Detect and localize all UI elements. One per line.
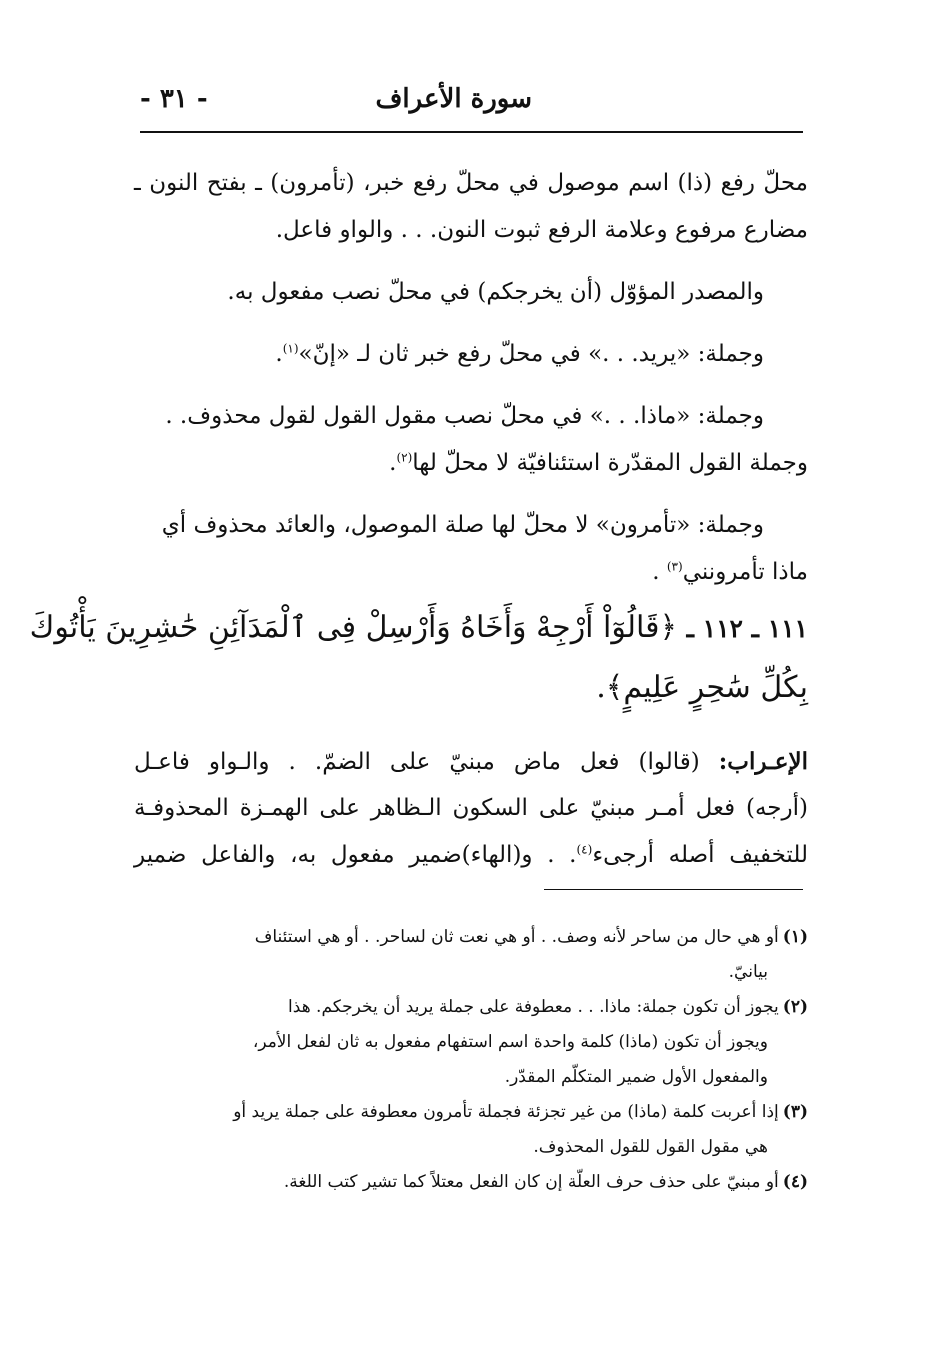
- header-divider: [140, 131, 803, 133]
- footnote-number: (١): [782, 927, 808, 947]
- text-line: للتخفيف أصله أرجىء$^{(٤)}$. . و(الهاء)ضمير مفعول به، والفاعل ضمير: [134, 842, 808, 868]
- footnote-ref[interactable]: (٣): [666, 559, 683, 574]
- footnote: (٢)يجوز أن تكون جملة: ماذا. . . معطوفة على جملة يريد أن يخرجكم. هذا: [288, 997, 808, 1017]
- footnote-continuation: والمفعول الأول ضمير المتكلّم المقدّر.: [504, 1067, 768, 1087]
- footnote: (١)أو هي حال من ساحر لأنه وصف. . أو هي نعت ثان لساحر. . أو هي استئناف: [254, 927, 808, 947]
- footnote-continuation: ويجوز أن تكون (ماذا) كلمة واحدة اسم استفهام مفعول به ثان لفعل الأمر،: [252, 1032, 768, 1052]
- footnote: (٤)أو مبنيّ على حذف حرف العلّة إن كان الفعل معتلاً كما تشير كتب اللغة.: [283, 1172, 808, 1192]
- verse-number: ١١١ ـ ١١٢ ـ: [686, 614, 808, 643]
- text-line: والمصدر المؤوّل (أن يخرجكم) في محلّ نصب مفعول به.: [227, 279, 764, 305]
- surah-title: سورة الأعراف: [375, 84, 532, 114]
- irab-label: الإعـراب:: [718, 748, 808, 775]
- footnote-continuation: بيانيّ.: [728, 962, 768, 982]
- text-line: وجملة: «تأمرون» لا محلّ لها صلة الموصول، والعائد محذوف أي: [161, 512, 764, 538]
- footnote: (٣)إذا أعربت كلمة (ماذا) من غير تجزئة فجملة تأمرون معطوفة على جملة يريد أو: [233, 1102, 808, 1122]
- footnote-ref[interactable]: (١): [282, 341, 299, 356]
- verse-line: بِكُلِّ سَٰحِرٍ عَلِيمٍ﴾.: [596, 670, 808, 705]
- footnote-number: (٢): [782, 997, 808, 1017]
- page-number: - ٣١ -: [140, 84, 208, 114]
- footnote-divider: [544, 889, 803, 890]
- footnote-number: (٣): [782, 1102, 808, 1122]
- text-line: وجملة: «ماذا. . .» في محلّ نصب مقول القول لقول محذوف. .: [165, 403, 764, 429]
- text-line: وجملة القول المقدّرة استئنافيّة لا محلّ لها$^{(٢)}$.: [389, 450, 808, 476]
- footnote-ref[interactable]: (٢): [396, 450, 413, 465]
- main-text: [134, 160, 808, 596]
- footnotes: [134, 920, 808, 1200]
- irab-section: [134, 738, 808, 879]
- quran-verse: [29, 598, 808, 718]
- verse-line: ١١١ ـ ١١٢ ـ ﴿قَالُوٓاْ أَرْجِهْ وَأَخَاهُ وَأَرْسِلْ فِى ٱلْمَدَآئِنِ حَٰشِرِينَ يَأْتُوكَ: [29, 610, 808, 645]
- text-line: وجملة: «يريد. . .» في محلّ رفع خبر ثان لـ «إنّ»$^{(١)}$.: [275, 341, 764, 367]
- page-header: [140, 78, 802, 130]
- text-line: (أرجه) فعل أمـر مبنيّ على السكون الـظاهر على الهمـزة المحذوفـة: [134, 795, 808, 821]
- text-line: محلّ رفع (ذا) اسم موصول في محلّ رفع خبر، (تأمرون) ـ بفتح النون ـ: [134, 170, 808, 196]
- footnote-continuation: هي مقول القول للقول المحذوف.: [533, 1137, 768, 1157]
- text-line: ماذا تأمرونني$^{(٣)}$ .: [652, 559, 808, 585]
- footnote-number: (٤): [782, 1172, 808, 1192]
- text-line: مضارع مرفوع وعلامة الرفع ثبوت النون. . . والواو فاعل.: [275, 217, 808, 243]
- text-line: الإعـراب: (قالوا) فعل ماض مبنيّ على الضمّ. . والـواو فاعـل: [134, 748, 808, 775]
- footnote-ref[interactable]: (٤): [576, 842, 593, 857]
